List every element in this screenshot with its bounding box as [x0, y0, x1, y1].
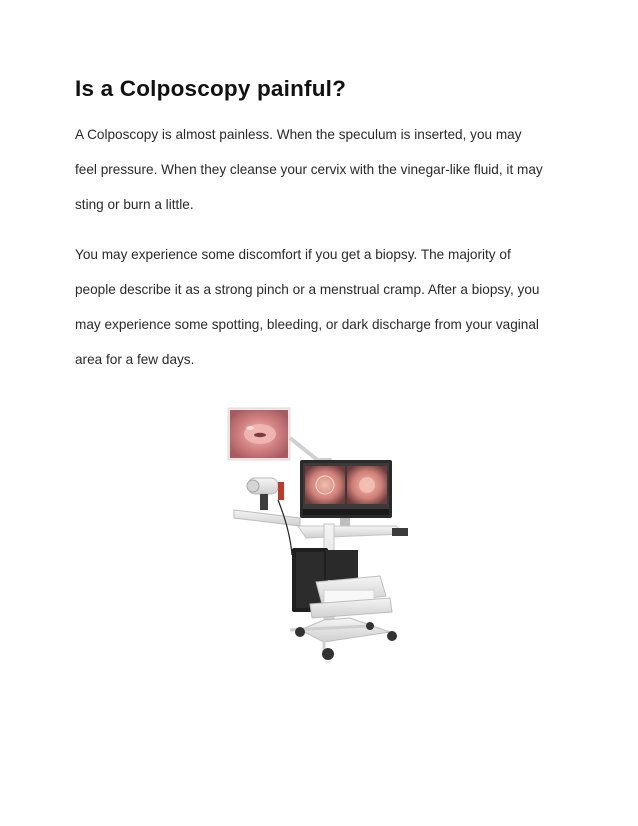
cart-base	[290, 618, 397, 660]
monitor	[300, 460, 392, 526]
page-title: Is a Colposcopy painful?	[75, 76, 347, 101]
paragraph-biopsy	[75, 246, 575, 386]
cervix-closeup-inset	[228, 408, 290, 460]
paragraph-pain-level	[75, 126, 575, 231]
text-line: A Colposcopy is almost painless. When the speculum is inserted, you may	[75, 127, 522, 142]
text-line: people describe it as a strong pinch or a menstrual cramp. After a biopsy, you	[75, 282, 540, 297]
keyboard-tray	[298, 526, 408, 538]
colposcope-cart-illustration	[220, 400, 420, 665]
text-line: sting or burn a little.	[75, 197, 194, 212]
text-line: area for a few days.	[75, 352, 195, 367]
colposcope-head	[234, 478, 300, 555]
text-line: You may experience some discomfort if you get a biopsy. The majority of	[75, 247, 511, 262]
colposcope-illustration-svg	[220, 400, 420, 665]
text-line: may experience some spotting, bleeding, or dark discharge from your vaginal	[75, 317, 539, 332]
text-line: feel pressure. When they cleanse your cervix with the vinegar-like fluid, it may	[75, 162, 543, 177]
